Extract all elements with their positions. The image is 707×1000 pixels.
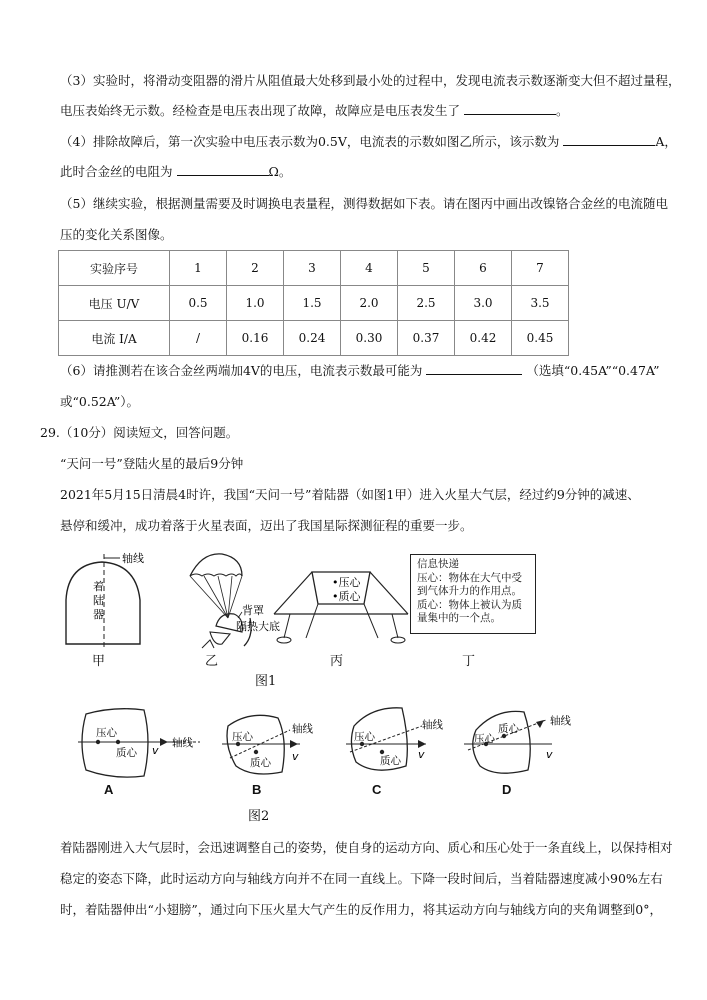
option-b-label: B — [252, 782, 262, 797]
table-cell: 0.24 — [284, 321, 341, 356]
sub-label-ding: 丁 — [462, 654, 476, 669]
pressure-center-label: •压心 — [332, 576, 361, 589]
velocity-label: v — [292, 750, 299, 763]
answer-blank-q4-current[interactable] — [563, 133, 655, 146]
q4-line2b: Ω。 — [268, 164, 292, 179]
q4-line1 — [60, 133, 677, 151]
table-cell: 1 — [170, 251, 227, 286]
q4-line1b: A， — [655, 134, 677, 149]
q4-line2 — [60, 163, 291, 181]
velocity-label: v — [546, 748, 553, 761]
data-table — [58, 250, 569, 356]
table-cell: 4 — [341, 251, 398, 286]
lander-char: 陆 — [93, 594, 104, 607]
para2-line3: 时，着陆器伸出“小翅膀”，通过向下压火星大气产生的反作用力，将其运动方向与轴线方向的夹角调整到0°， — [60, 902, 662, 917]
table-row — [59, 251, 569, 286]
lander-body — [210, 632, 230, 644]
option-c-label: C — [372, 782, 382, 797]
axis-label: 轴线 — [172, 737, 193, 749]
q6-line1b: （选填“0.45A”“0.47A” — [526, 363, 660, 378]
backshell-label: 背罩 — [242, 604, 264, 617]
q4-line1a: （4）排除故障后，第一次实验中电压表示数为0.5V，电流表的示数如图乙所示，该示数为 — [60, 134, 560, 149]
lander-leg — [202, 640, 214, 648]
velocity-arrow — [290, 740, 298, 748]
option-a-label: A — [104, 782, 114, 797]
table-cell: 3.0 — [455, 286, 512, 321]
axis-label: 轴线 — [122, 552, 144, 565]
q6-line1 — [60, 362, 660, 380]
table-cell: 1.0 — [227, 286, 284, 321]
table-cell: 2.5 — [398, 286, 455, 321]
lander-char: 着 — [93, 580, 104, 593]
info-line: 量集中的一个点。 — [417, 612, 501, 624]
table-cell: 0.42 — [455, 321, 512, 356]
answer-blank-q4-resistance[interactable] — [177, 163, 269, 176]
info-line: 质心：物体上被认为质 — [417, 598, 522, 611]
q5-line2: 压的变化关系图像。 — [60, 227, 173, 242]
q29-para1b: 悬停和缓冲，成功着落于火星表面，迈出了我国星际探测征程的重要一步。 — [60, 518, 473, 533]
parachute-canopy — [190, 554, 242, 576]
velocity-label: v — [152, 744, 159, 757]
article-title: “天问一号”登陆火星的最后9分钟 — [60, 456, 244, 471]
mass-center-dot — [380, 750, 384, 754]
table-cell: 电压 U/V — [59, 286, 170, 321]
lander-char: 器 — [93, 608, 104, 621]
table-cell: 1.5 — [284, 286, 341, 321]
info-line: 压心：物体在大气中受 — [417, 571, 522, 584]
table-cell: 6 — [455, 251, 512, 286]
q5-line1: （5）继续实验，根据测量需要及时调换电表量程，测得数据如下表。请在图丙中画出改镍铬合金丝的电流随电 — [60, 196, 668, 211]
option-a-diagram — [72, 702, 212, 780]
sub-label-jia: 甲 — [92, 654, 106, 669]
table-cell: 2 — [227, 251, 284, 286]
q29-heading: 29.（10分）阅读短文，回答问题。 — [40, 425, 239, 440]
para2-line2: 稳定的姿态下降，此时运动方向与轴线方向并不在同一直线上。下降一段时间后，当着陆器速度减小90%左右 — [60, 871, 663, 886]
lander-figure-bing — [270, 558, 410, 650]
velocity-arrow — [536, 720, 544, 728]
option-c-diagram — [342, 702, 472, 780]
table-cell: 7 — [512, 251, 569, 286]
option-d-diagram — [462, 702, 592, 780]
table-row — [59, 286, 569, 321]
q3-end: 。 — [556, 103, 569, 118]
velocity-arrow — [160, 738, 168, 746]
info-line: 到气体升力的作用点。 — [417, 585, 522, 597]
table-cell: 0.37 — [398, 321, 455, 356]
figure2-caption: 图2 — [248, 809, 270, 824]
q29-para1a: 2021年5月15日清晨4时许，我国“天问一号”着陆器（如图1甲）进入火星大气层，经过约9分钟的减速、 — [60, 487, 640, 502]
table-cell: 实验序号 — [59, 251, 170, 286]
table-row — [59, 321, 569, 356]
velocity-label: v — [418, 748, 425, 761]
velocity-arrow — [418, 740, 426, 748]
parachute-edge — [190, 574, 242, 576]
lander-outline — [82, 709, 148, 777]
table-cell: 0.30 — [341, 321, 398, 356]
parachute-line — [190, 576, 228, 618]
table-cell: 3 — [284, 251, 341, 286]
parachute-line — [218, 576, 228, 618]
pressure-center-dot — [96, 740, 100, 744]
table-cell: 5 — [398, 251, 455, 286]
q6-line2: 或“0.52A”）。 — [60, 394, 140, 409]
mass-center-dot — [254, 750, 258, 754]
pressure-label: 压心 — [232, 731, 253, 743]
table-cell: / — [170, 321, 227, 356]
sub-label-bing: 丙 — [330, 654, 344, 669]
pressure-label: 压心 — [354, 731, 375, 743]
mass-label: 质心 — [250, 757, 271, 769]
info-title: 信息快递 — [417, 558, 459, 570]
para2-line1: 着陆器刚进入大气层时，会迅速调整自己的姿势，使自身的运动方向、质心和压心处于一条直线上，以保持相对 — [60, 840, 673, 855]
axis-label: 轴线 — [422, 719, 443, 731]
lander-legs — [284, 604, 398, 638]
parachute-line — [204, 576, 228, 618]
heatshield-label: 隔热大底 — [236, 620, 280, 633]
table-cell: 2.0 — [341, 286, 398, 321]
q6-line1a: （6）请推测若在该合金丝两端加4V的电压，电流表示数最可能为 — [60, 363, 423, 378]
option-d-label: D — [502, 782, 512, 797]
mass-center-label: •质心 — [332, 590, 361, 603]
figure1-caption: 图1 — [255, 674, 277, 689]
option-b-diagram — [220, 702, 340, 780]
table-cell: 0.16 — [227, 321, 284, 356]
answer-blank-q6[interactable] — [426, 362, 522, 375]
info-box-ding — [410, 554, 536, 634]
mass-label: 质心 — [116, 747, 137, 759]
mass-label: 质心 — [380, 755, 401, 767]
q3-line2-text: 电压表始终无示数。经检查是电压表出现了故障，故障应是电压表发生了 — [60, 103, 461, 118]
pressure-label: 压心 — [96, 727, 117, 739]
table-cell: 3.5 — [512, 286, 569, 321]
answer-blank-q3[interactable] — [464, 102, 556, 115]
q3-line1: （3）实验时，将滑动变阻器的滑片从阻值最大处移到最小处的过程中，发现电流表示数逐渐变大但不超过量程， — [60, 73, 681, 88]
lander-figure-jia — [60, 552, 160, 652]
q3-line2 — [60, 102, 569, 120]
axis-label: 轴线 — [292, 723, 313, 735]
table-cell: 0.5 — [170, 286, 227, 321]
sub-label-yi: 乙 — [205, 654, 219, 669]
mass-center-dot — [116, 740, 120, 744]
table-cell: 0.45 — [512, 321, 569, 356]
table-cell: 电流 I/A — [59, 321, 170, 356]
axis-label: 轴线 — [550, 715, 571, 727]
pressure-label: 压心 — [474, 733, 495, 745]
q4-line2a: 此时合金丝的电阻为 — [60, 164, 173, 179]
mass-label: 质心 — [498, 723, 519, 735]
